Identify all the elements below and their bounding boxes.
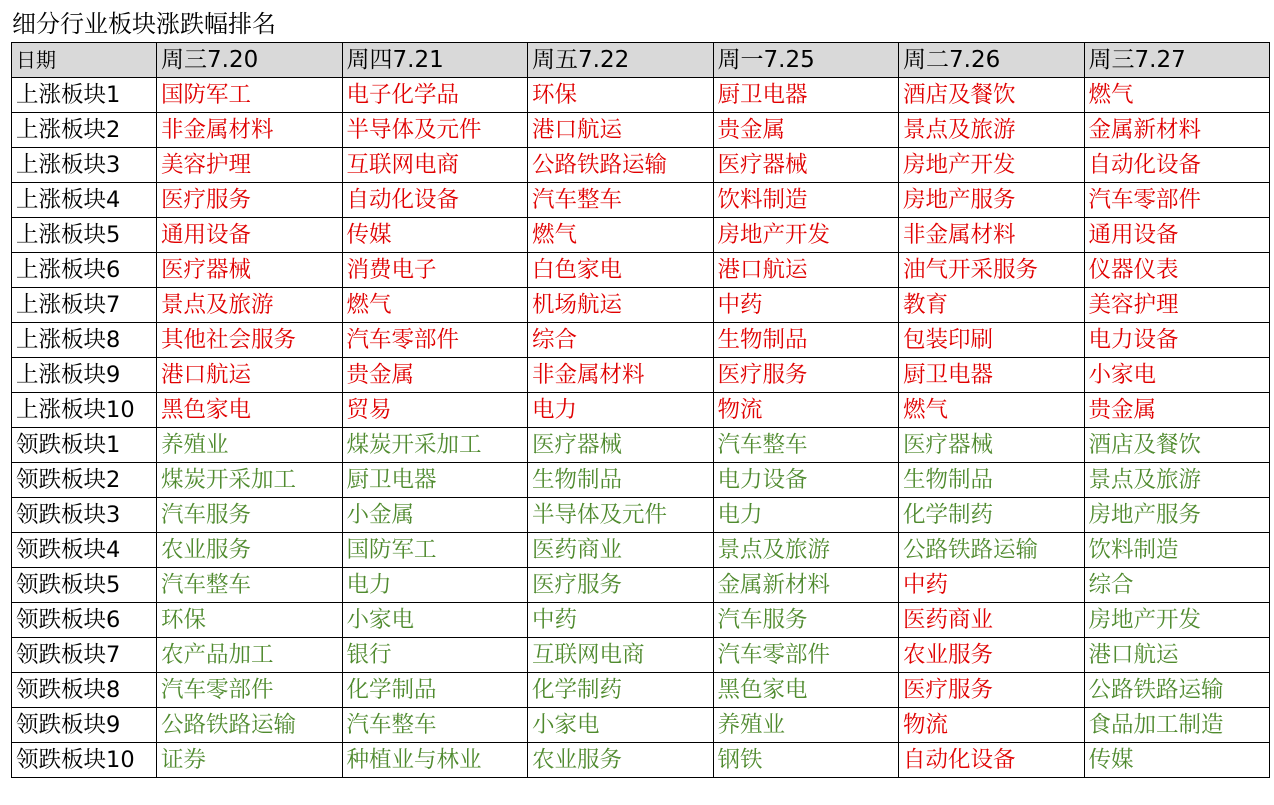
sector-cell: 种植业与林业 xyxy=(342,743,528,778)
table-row xyxy=(12,463,1270,498)
sector-cell: 电力设备 xyxy=(713,463,899,498)
sector-cell: 燃气 xyxy=(528,218,714,253)
page-title: 细分行业板块涨跌幅排名 xyxy=(12,10,276,38)
sector-cell: 贸易 xyxy=(342,393,528,428)
sector-cell: 电力 xyxy=(342,568,528,603)
table-row xyxy=(12,743,1270,778)
sector-cell: 贵金属 xyxy=(1084,393,1270,428)
table-row xyxy=(12,288,1270,323)
sector-cell: 仪器仪表 xyxy=(1084,253,1270,288)
sector-cell: 饮料制造 xyxy=(1084,533,1270,568)
sector-cell: 汽车整车 xyxy=(157,568,343,603)
table-row xyxy=(12,393,1270,428)
row-label: 领跌板块8 xyxy=(12,673,157,708)
sector-cell: 生物制品 xyxy=(713,323,899,358)
sector-cell: 养殖业 xyxy=(157,428,343,463)
header-cell-date: 日期 xyxy=(12,43,157,78)
sector-cell: 通用设备 xyxy=(1084,218,1270,253)
table-row xyxy=(12,638,1270,673)
sector-cell: 传媒 xyxy=(342,218,528,253)
sector-cell: 医药商业 xyxy=(899,603,1085,638)
sector-cell: 医药商业 xyxy=(528,533,714,568)
table-row xyxy=(12,148,1270,183)
table-row xyxy=(12,568,1270,603)
header-cell-day: 周二7.26 xyxy=(899,43,1085,78)
header-cell-day: 周四7.21 xyxy=(342,43,528,78)
sector-cell: 公路铁路运输 xyxy=(528,148,714,183)
sector-cell: 小家电 xyxy=(1084,358,1270,393)
sector-cell: 小家电 xyxy=(342,603,528,638)
row-label: 上涨板块4 xyxy=(12,183,157,218)
sector-cell: 自动化设备 xyxy=(899,743,1085,778)
table-row xyxy=(12,183,1270,218)
sector-cell: 半导体及元件 xyxy=(528,498,714,533)
sector-cell: 环保 xyxy=(157,603,343,638)
sector-cell: 医疗服务 xyxy=(713,358,899,393)
sector-cell: 非金属材料 xyxy=(899,218,1085,253)
header-cell-day: 周三7.27 xyxy=(1084,43,1270,78)
sector-cell: 其他社会服务 xyxy=(157,323,343,358)
sector-cell: 贵金属 xyxy=(342,358,528,393)
sector-cell: 医疗器械 xyxy=(157,253,343,288)
sector-cell: 汽车零部件 xyxy=(342,323,528,358)
sector-cell: 公路铁路运输 xyxy=(899,533,1085,568)
sector-cell: 医疗器械 xyxy=(713,148,899,183)
sector-cell: 房地产开发 xyxy=(1084,603,1270,638)
sector-cell: 房地产开发 xyxy=(899,148,1085,183)
sector-cell: 黑色家电 xyxy=(713,673,899,708)
sector-cell: 电力 xyxy=(528,393,714,428)
sector-cell: 酒店及餐饮 xyxy=(1084,428,1270,463)
sector-cell: 综合 xyxy=(1084,568,1270,603)
sector-cell: 国防军工 xyxy=(342,533,528,568)
table-row xyxy=(12,323,1270,358)
table-row xyxy=(12,708,1270,743)
sector-cell: 港口航运 xyxy=(713,253,899,288)
row-label: 上涨板块7 xyxy=(12,288,157,323)
sector-cell: 机场航运 xyxy=(528,288,714,323)
row-label: 上涨板块5 xyxy=(12,218,157,253)
sector-cell: 汽车零部件 xyxy=(157,673,343,708)
table-row xyxy=(12,498,1270,533)
sector-cell: 银行 xyxy=(342,638,528,673)
table-row xyxy=(12,603,1270,638)
sector-cell: 小家电 xyxy=(528,708,714,743)
row-label: 领跌板块2 xyxy=(12,463,157,498)
sector-cell: 煤炭开采加工 xyxy=(342,428,528,463)
sector-cell: 生物制品 xyxy=(528,463,714,498)
row-label: 上涨板块8 xyxy=(12,323,157,358)
sector-cell: 燃气 xyxy=(1084,78,1270,113)
sector-cell: 贵金属 xyxy=(713,113,899,148)
sector-cell: 电力 xyxy=(713,498,899,533)
row-label: 上涨板块2 xyxy=(12,113,157,148)
sector-cell: 中药 xyxy=(528,603,714,638)
sector-cell: 养殖业 xyxy=(713,708,899,743)
sector-cell: 汽车零部件 xyxy=(713,638,899,673)
sector-cell: 食品加工制造 xyxy=(1084,708,1270,743)
sector-cell: 自动化设备 xyxy=(1084,148,1270,183)
sector-cell: 非金属材料 xyxy=(528,358,714,393)
sector-cell: 油气开采服务 xyxy=(899,253,1085,288)
sector-cell: 教育 xyxy=(899,288,1085,323)
table-row xyxy=(12,218,1270,253)
row-label: 上涨板块6 xyxy=(12,253,157,288)
row-label: 领跌板块4 xyxy=(12,533,157,568)
sector-cell: 房地产开发 xyxy=(713,218,899,253)
sector-cell: 非金属材料 xyxy=(157,113,343,148)
sector-cell: 燃气 xyxy=(342,288,528,323)
sector-ranking-table xyxy=(11,42,1270,778)
sector-cell: 景点及旅游 xyxy=(713,533,899,568)
sector-cell: 汽车整车 xyxy=(528,183,714,218)
row-label: 领跌板块10 xyxy=(12,743,157,778)
sector-cell: 互联网电商 xyxy=(342,148,528,183)
table-row xyxy=(12,428,1270,463)
sector-cell: 物流 xyxy=(899,708,1085,743)
sector-cell: 中药 xyxy=(713,288,899,323)
table-row xyxy=(12,113,1270,148)
row-label: 领跌板块3 xyxy=(12,498,157,533)
sector-cell: 黑色家电 xyxy=(157,393,343,428)
sector-cell: 国防军工 xyxy=(157,78,343,113)
sector-cell: 房地产服务 xyxy=(1084,498,1270,533)
sector-cell: 化学制品 xyxy=(342,673,528,708)
sector-cell: 证券 xyxy=(157,743,343,778)
sector-cell: 农业服务 xyxy=(899,638,1085,673)
sector-cell: 物流 xyxy=(713,393,899,428)
sector-cell: 饮料制造 xyxy=(713,183,899,218)
sector-cell: 厨卫电器 xyxy=(342,463,528,498)
sector-cell: 农业服务 xyxy=(528,743,714,778)
sector-cell: 白色家电 xyxy=(528,253,714,288)
sector-cell: 小金属 xyxy=(342,498,528,533)
sector-cell: 美容护理 xyxy=(1084,288,1270,323)
sector-cell: 医疗服务 xyxy=(157,183,343,218)
row-label: 上涨板块10 xyxy=(12,393,157,428)
sector-cell: 医疗器械 xyxy=(899,428,1085,463)
sector-cell: 公路铁路运输 xyxy=(1084,673,1270,708)
sector-cell: 中药 xyxy=(899,568,1085,603)
table-row xyxy=(12,358,1270,393)
row-label: 上涨板块3 xyxy=(12,148,157,183)
header-cell-day: 周三7.20 xyxy=(157,43,343,78)
table-row xyxy=(12,533,1270,568)
sector-cell: 电子化学品 xyxy=(342,78,528,113)
sector-cell: 厨卫电器 xyxy=(899,358,1085,393)
sector-cell: 港口航运 xyxy=(528,113,714,148)
sector-cell: 医疗服务 xyxy=(528,568,714,603)
sector-cell: 厨卫电器 xyxy=(713,78,899,113)
row-label: 领跌板块1 xyxy=(12,428,157,463)
sector-cell: 煤炭开采加工 xyxy=(157,463,343,498)
sector-cell: 金属新材料 xyxy=(713,568,899,603)
row-label: 领跌板块7 xyxy=(12,638,157,673)
sector-cell: 半导体及元件 xyxy=(342,113,528,148)
sector-cell: 综合 xyxy=(528,323,714,358)
sector-cell: 港口航运 xyxy=(157,358,343,393)
sector-cell: 景点及旅游 xyxy=(1084,463,1270,498)
sector-cell: 化学制药 xyxy=(899,498,1085,533)
sector-cell: 消费电子 xyxy=(342,253,528,288)
table-row xyxy=(12,253,1270,288)
sector-cell: 公路铁路运输 xyxy=(157,708,343,743)
sector-cell: 汽车整车 xyxy=(713,428,899,463)
sector-cell: 生物制品 xyxy=(899,463,1085,498)
sector-cell: 自动化设备 xyxy=(342,183,528,218)
sector-cell: 包装印刷 xyxy=(899,323,1085,358)
sector-cell: 景点及旅游 xyxy=(157,288,343,323)
sector-cell: 化学制药 xyxy=(528,673,714,708)
row-label: 领跌板块5 xyxy=(12,568,157,603)
sector-cell: 医疗器械 xyxy=(528,428,714,463)
sector-cell: 互联网电商 xyxy=(528,638,714,673)
sector-cell: 汽车服务 xyxy=(157,498,343,533)
sector-cell: 农产品加工 xyxy=(157,638,343,673)
row-label: 上涨板块9 xyxy=(12,358,157,393)
sector-cell: 电力设备 xyxy=(1084,323,1270,358)
sector-cell: 通用设备 xyxy=(157,218,343,253)
sector-cell: 酒店及餐饮 xyxy=(899,78,1085,113)
table-row xyxy=(12,78,1270,113)
sector-cell: 汽车零部件 xyxy=(1084,183,1270,218)
sector-cell: 景点及旅游 xyxy=(899,113,1085,148)
row-label: 领跌板块9 xyxy=(12,708,157,743)
header-cell-day: 周一7.25 xyxy=(713,43,899,78)
header-cell-day: 周五7.22 xyxy=(528,43,714,78)
sector-cell: 环保 xyxy=(528,78,714,113)
table-row xyxy=(12,673,1270,708)
sector-cell: 汽车整车 xyxy=(342,708,528,743)
sector-cell: 港口航运 xyxy=(1084,638,1270,673)
sector-cell: 医疗服务 xyxy=(899,673,1085,708)
sector-cell: 传媒 xyxy=(1084,743,1270,778)
row-label: 领跌板块6 xyxy=(12,603,157,638)
sector-cell: 农业服务 xyxy=(157,533,343,568)
sector-cell: 钢铁 xyxy=(713,743,899,778)
header-row xyxy=(12,43,1270,78)
sector-cell: 美容护理 xyxy=(157,148,343,183)
sector-cell: 房地产服务 xyxy=(899,183,1085,218)
row-label: 上涨板块1 xyxy=(12,78,157,113)
sector-cell: 汽车服务 xyxy=(713,603,899,638)
sector-cell: 金属新材料 xyxy=(1084,113,1270,148)
sector-cell: 燃气 xyxy=(899,393,1085,428)
